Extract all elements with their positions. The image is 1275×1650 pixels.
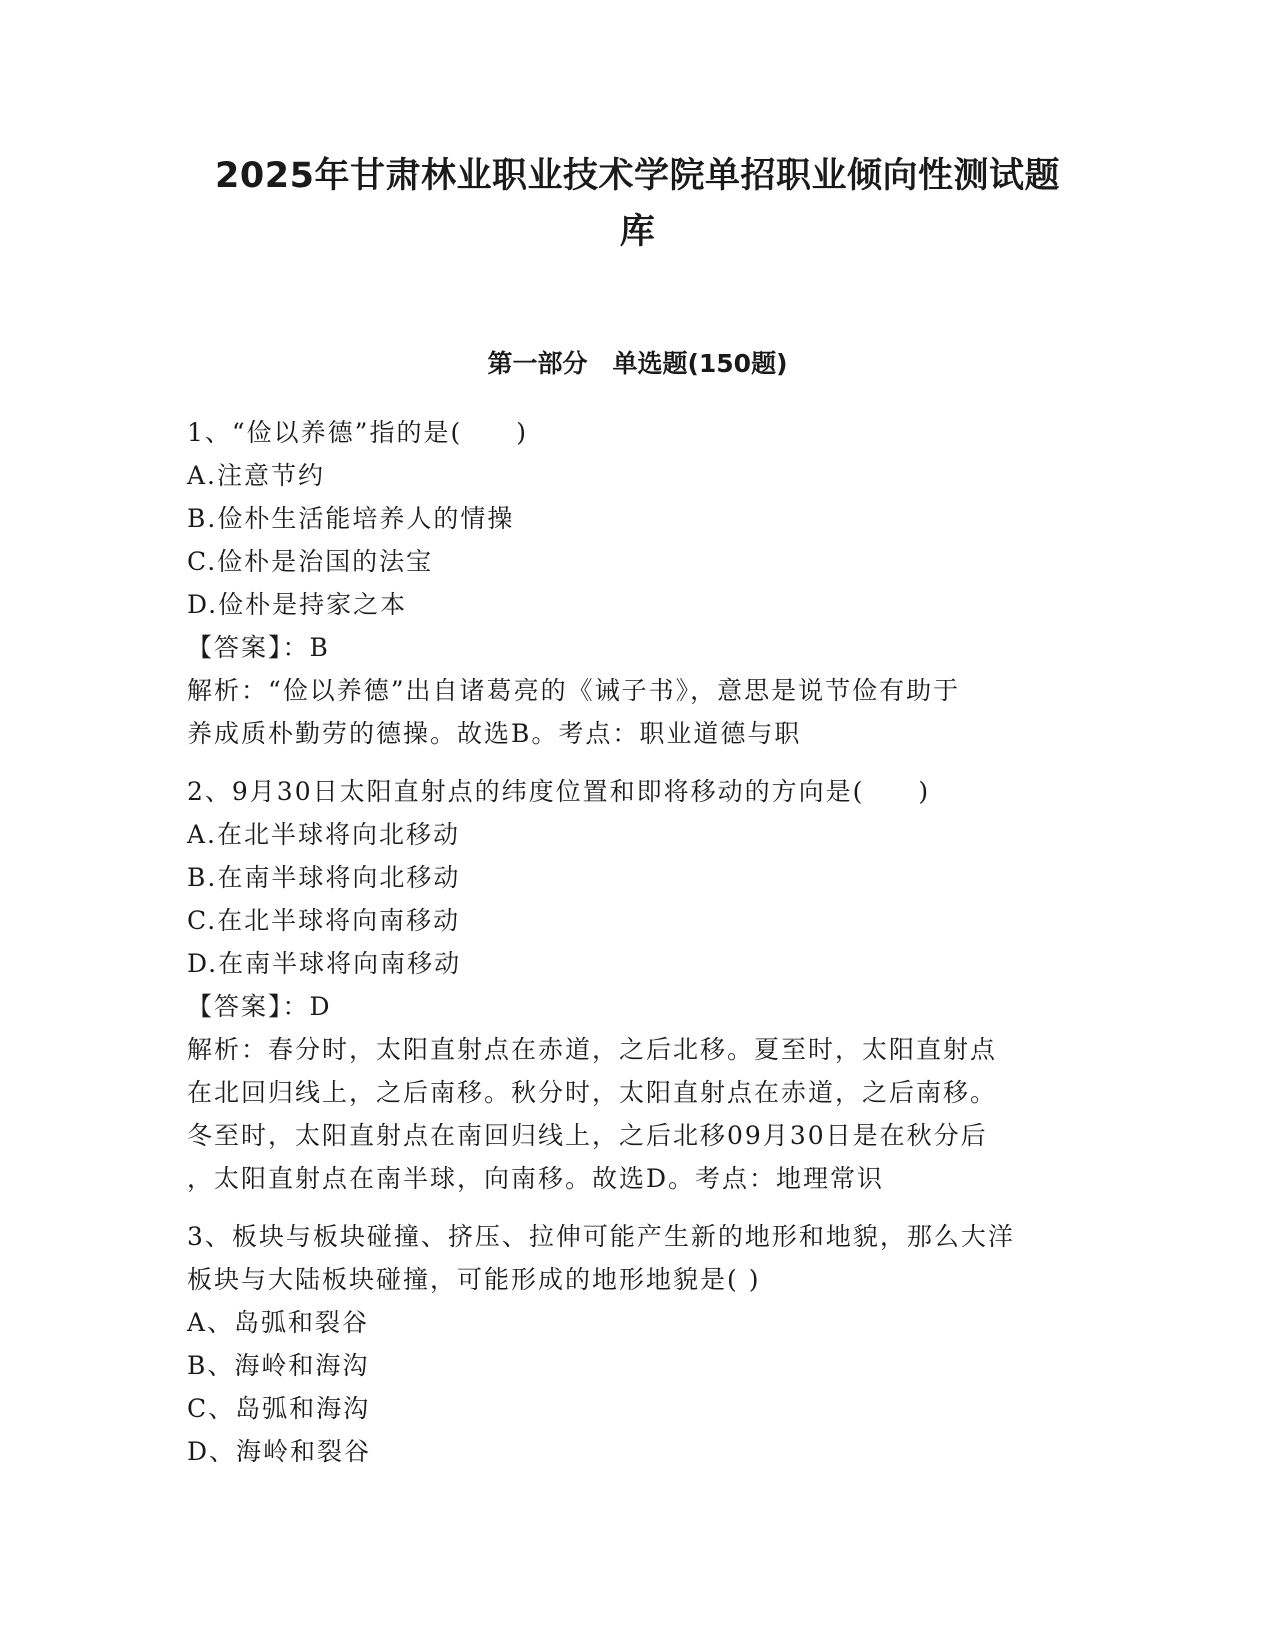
option-d: D.俭朴是持家之本 — [187, 590, 408, 619]
analysis-line: 解析：“俭以养德”出自诸葛亮的《诫子书》，意思是说节俭有助于 — [187, 676, 961, 705]
option-c: C、岛弧和海沟 — [187, 1394, 371, 1423]
option-d: D、海岭和裂谷 — [187, 1437, 372, 1466]
document-title-line-1: 2025年甘肃林业职业技术学院单招职业倾向性测试题 — [215, 156, 1060, 196]
analysis-line: ，太阳直射点在南半球，向南移。故选D。考点：地理常识 — [187, 1164, 885, 1193]
analysis-line: 冬至时，太阳直射点在南回归线上，之后北移09月30日是在秋分后 — [187, 1121, 988, 1150]
question-2 — [187, 770, 1087, 1200]
document-title-line-2: 库 — [619, 212, 656, 252]
question-stem-line: 3、板块与板块碰撞、挤压、拉伸可能产生新的地形和地貌，那么大洋 — [187, 1222, 1015, 1251]
question-stem-line: 板块与大陆板块碰撞，可能形成的地形地貌是( ) — [187, 1265, 761, 1294]
option-b: B、海岭和海沟 — [187, 1351, 370, 1380]
analysis-line: 养成质朴勤劳的德操。故选B。考点：职业道德与职 — [187, 719, 802, 748]
option-b: B.在南半球将向北移动 — [187, 863, 461, 892]
section-title: 第一部分 单选题(150题) — [487, 349, 788, 378]
answer: 【答案】：B — [187, 633, 330, 662]
analysis-line: 解析：春分时，太阳直射点在赤道，之后北移。夏至时，太阳直射点 — [187, 1035, 998, 1064]
option-c: C.俭朴是治国的法宝 — [187, 547, 434, 576]
option-a: A.在北半球将向北移动 — [187, 820, 461, 849]
question-list — [187, 411, 1087, 1488]
option-a: A.注意节约 — [187, 461, 326, 490]
option-b: B.俭朴生活能培养人的情操 — [187, 504, 515, 533]
analysis-line: 在北回归线上，之后南移。秋分时，太阳直射点在赤道，之后南移。 — [187, 1078, 998, 1107]
option-a: A、岛弧和裂谷 — [187, 1308, 370, 1337]
option-d: D.在南半球将向南移动 — [187, 949, 462, 978]
document-title — [150, 148, 1125, 260]
question-1 — [187, 411, 1087, 755]
question-3 — [187, 1215, 1087, 1473]
answer: 【答案】：D — [187, 992, 332, 1021]
question-stem: 2、9月30日太阳直射点的纬度位置和即将移动的方向是( ) — [187, 777, 931, 806]
option-c: C.在北半球将向南移动 — [187, 906, 461, 935]
question-stem: 1、“俭以养德”指的是( ) — [187, 418, 528, 447]
